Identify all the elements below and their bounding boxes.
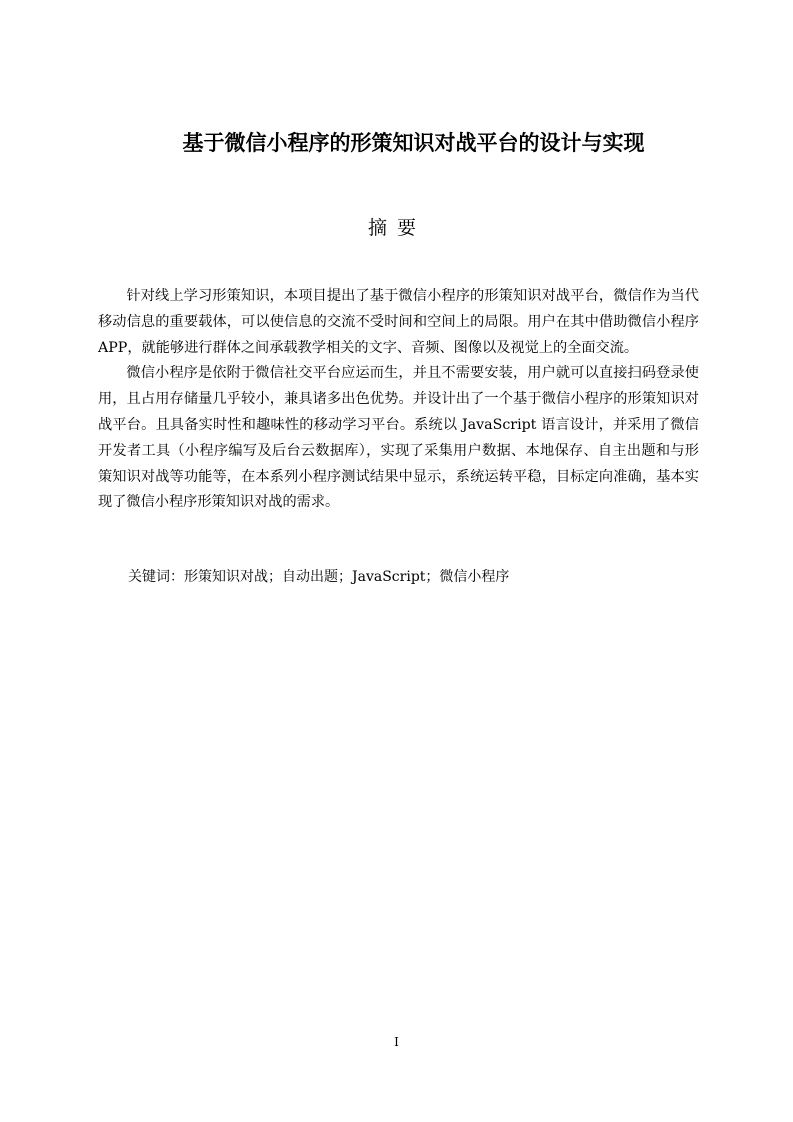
abstract-paragraph-2: 微信小程序是依附于微信社交平台应运而生，并且不需要安装，用户就可以直接扫码登录使用，且占用存储量几乎较小，兼具诸多出色优势。并设计出了一个基于微信小程序的形策知识对战平台。且具备实时性和趣味性的移动学习平台。系统以 JavaScript 语言设计，并采用了微信开发者工具（小程序编写及后台云数据库），实现了采集用户数据、本地保存、自主出题和与形策知识对战等功能等，在本系列小程序测试结果中显示，系统运转平稳，目标定向准确，基本实现了微信小程序形策知识对战的需求。	[98, 365, 699, 511]
keywords-text: 形策知识对战；自动出题；JavaScript；微信小程序	[184, 569, 510, 585]
page-number: I	[394, 1035, 399, 1049]
keywords-label: 关键词：	[128, 569, 184, 585]
keywords-line	[128, 565, 698, 589]
abstract-body	[98, 284, 699, 516]
abstract-paragraph-1: 针对线上学习形策知识，本项目提出了基于微信小程序的形策知识对战平台，微信作为当代移动信息的重要载体，可以使信息的交流不受时间和空间上的局限。用户在其中借助微信小程序 APP，就能够进行群体之间承载教学相关的文字、音频、图像以及视觉上的全面交流。	[98, 288, 699, 356]
abstract-heading: 摘要	[367, 217, 426, 239]
document-title: 基于微信小程序的形策知识对战平台的设计与实现	[182, 131, 645, 155]
